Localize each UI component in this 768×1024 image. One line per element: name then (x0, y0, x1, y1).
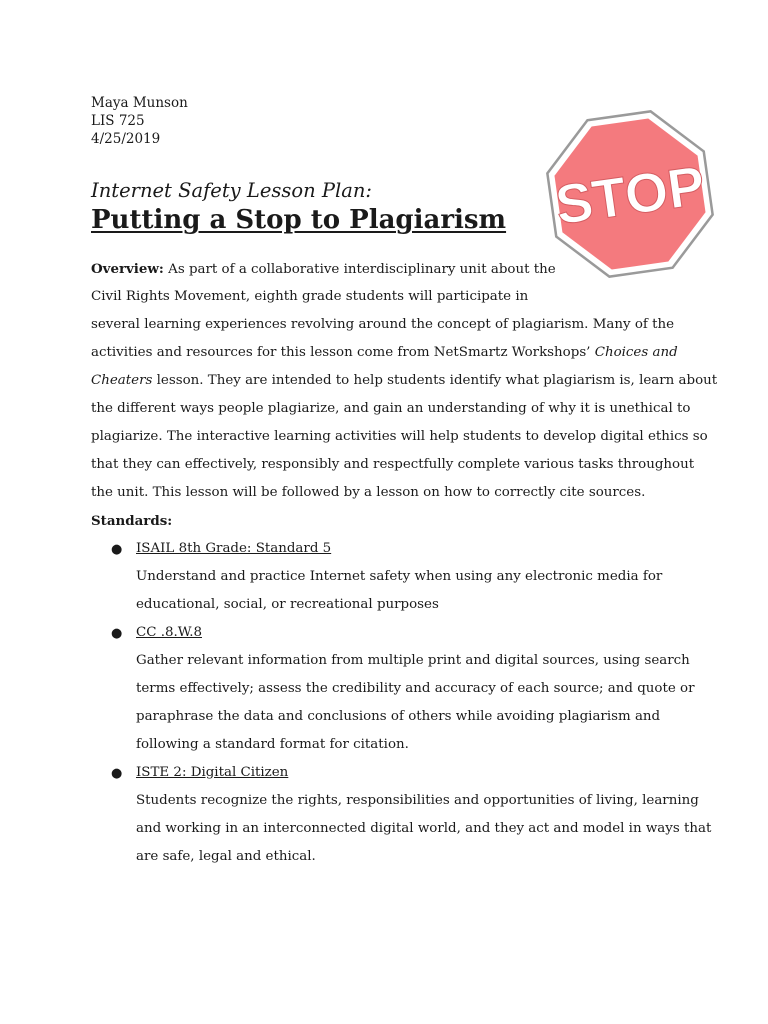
stop-sign-icon (546, 110, 714, 278)
standard-2-line-1: Gather relevant information from multiple print and digital sources, using search (136, 653, 690, 668)
standard-3-line-1: Students recognize the rights, responsibilities and opportunities of living, learning (136, 793, 699, 808)
standard-3-line-3: are safe, legal and ethical. (136, 849, 316, 864)
overview-line-3: several learning experiences revolving around the concept of plagiarism. Many of the (91, 317, 675, 332)
standard-1-line-2: educational, social, or recreational purposes (136, 597, 439, 612)
overview-line-1 (91, 261, 556, 277)
course-code: LIS 725 (91, 113, 145, 129)
overview-label: Overview: (91, 261, 164, 277)
overview-text-5: lesson. They are intended to help students identify what plagiarism is, learn about (152, 373, 718, 388)
bullet-icon: ● (111, 542, 123, 557)
document-date: 4/25/2019 (91, 131, 161, 147)
overview-line-9: the unit. This lesson will be followed by a lesson on how to correctly cite sources. (91, 485, 646, 500)
overview-line-5 (91, 373, 717, 388)
standard-1-line-1: Understand and practice Internet safety when using any electronic media for (136, 569, 663, 584)
lesson-name-part-1: Choices and (594, 345, 678, 360)
document-subtitle: Internet Safety Lesson Plan: (91, 179, 372, 202)
standard-3-line-2: and working in an interconnected digital world, and they act and model in ways that (136, 821, 712, 836)
overview-line-4 (91, 345, 678, 360)
standard-2-heading: CC .8.W.8 (136, 625, 202, 640)
overview-line-7: plagiarize. The interactive learning activities will help students to develop digital ethics so (91, 429, 708, 444)
document-title: Putting a Stop to Plagiarism (91, 205, 507, 235)
bullet-icon: ● (111, 626, 123, 641)
stop-sign-text: STOP (551, 154, 709, 237)
standard-2-line-3: paraphrase the data and conclusions of others while avoiding plagiarism and (136, 709, 661, 724)
standard-1-heading: ISAIL 8th Grade: Standard 5 (136, 541, 332, 556)
document-header (91, 94, 188, 148)
standard-2-line-4: following a standard format for citation. (136, 737, 409, 752)
standards-heading: Standards: (91, 513, 173, 529)
lesson-name-part-2: Cheaters (91, 373, 153, 388)
standard-3-heading: ISTE 2: Digital Citizen (136, 765, 289, 780)
overview-line-6: the different ways people plagiarize, and gain an understanding of why it is unethical to (91, 401, 691, 416)
overview-line-8: that they can effectively, responsibly and respectfully complete various tasks throughout (91, 457, 695, 472)
bullet-icon: ● (111, 766, 123, 781)
overview-text-1: As part of a collaborative interdisciplinary unit about the (163, 262, 556, 277)
standard-2-line-2: terms effectively; assess the credibility and accuracy of each source; and quote or (136, 681, 695, 696)
overview-text-4: activities and resources for this lesson come from NetSmartz Workshops’ (91, 345, 595, 360)
author-name: Maya Munson (91, 95, 188, 111)
overview-line-2: Civil Rights Movement, eighth grade students will participate in (91, 289, 529, 304)
